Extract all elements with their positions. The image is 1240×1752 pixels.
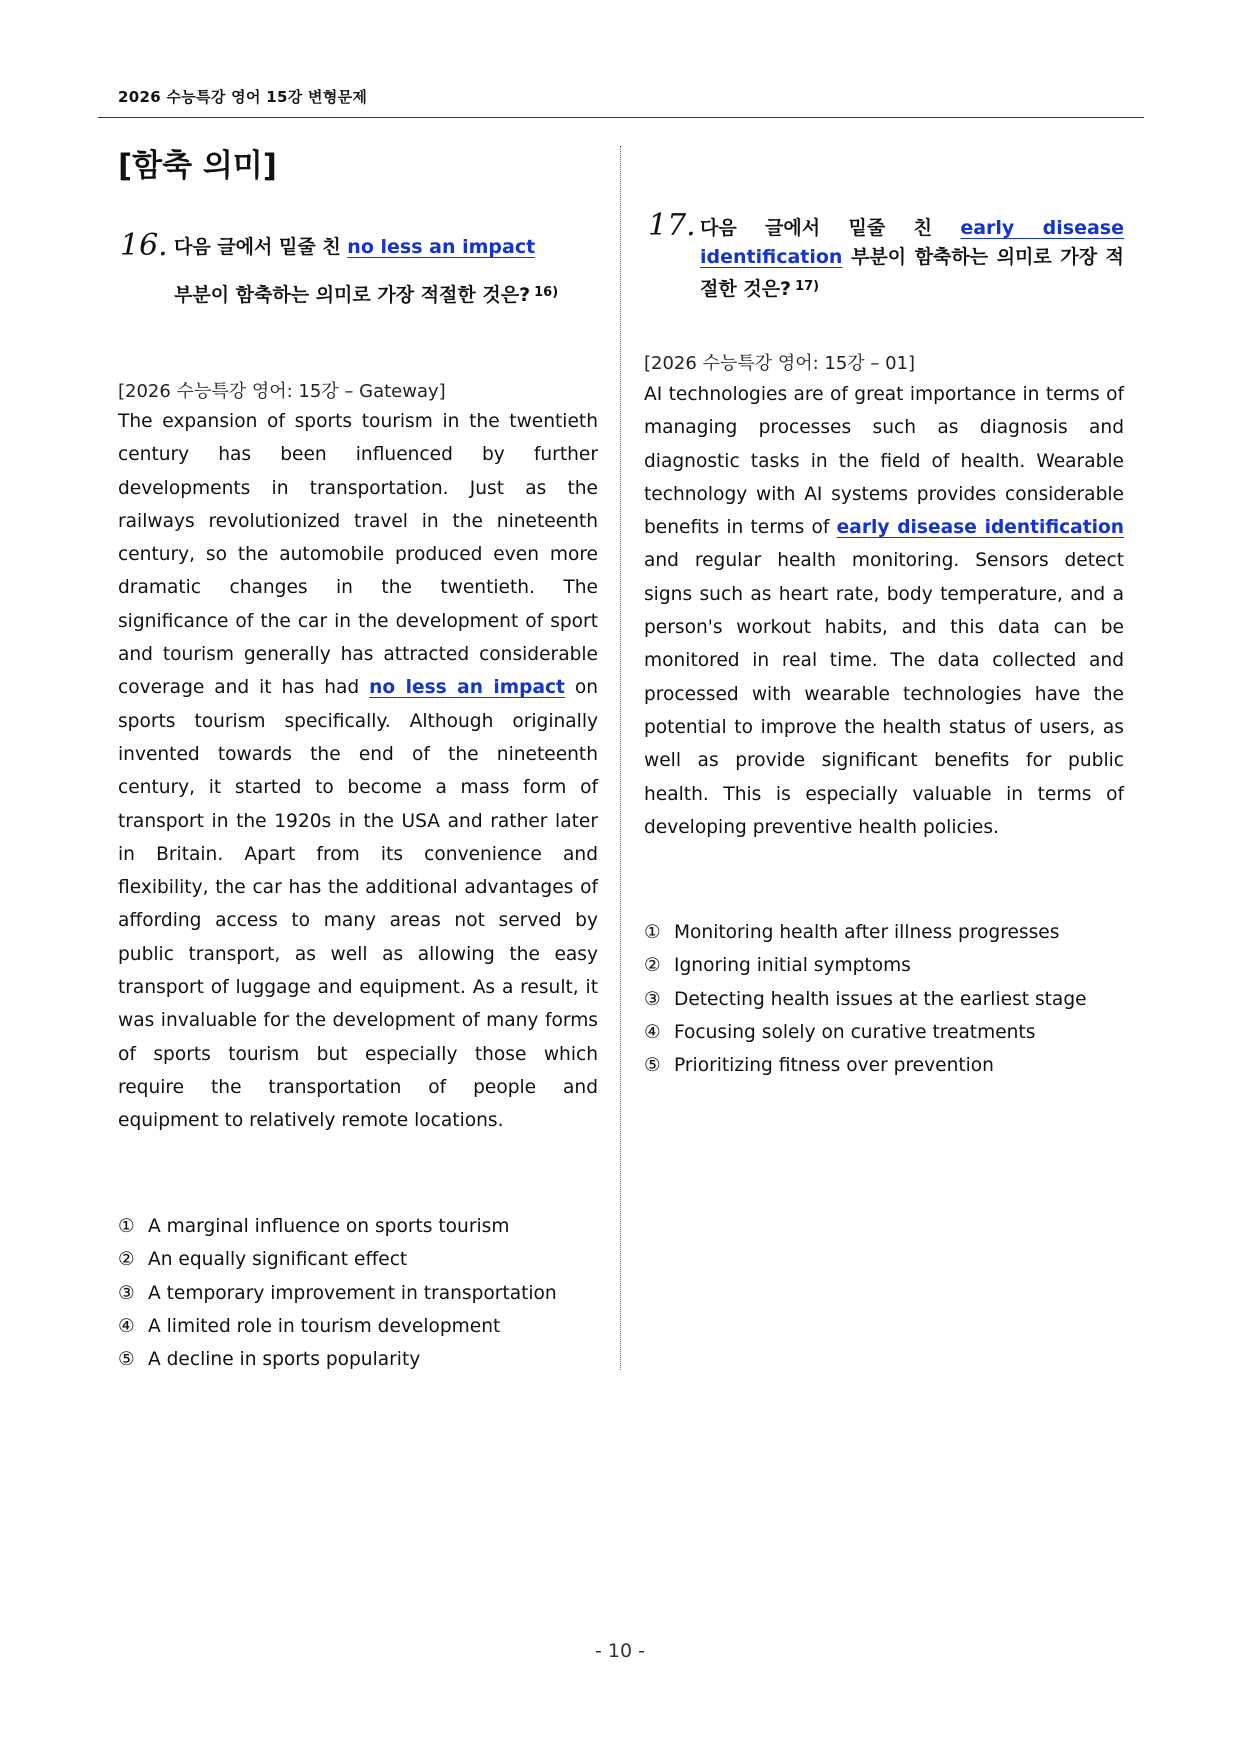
question-number: 17. — [648, 208, 696, 243]
answer-option[interactable] — [644, 1049, 1087, 1082]
passage-underlined-phrase: early disease identification — [836, 517, 1124, 539]
option-marker: ① — [644, 922, 661, 943]
option-text: A marginal influence on sports tourism — [148, 1216, 510, 1237]
option-text: Ignoring initial symptoms — [674, 955, 911, 977]
header-rule — [98, 117, 1144, 118]
passage-text: The expansion of sports tourism in the twentieth century has been influenced by further developments in transportation. Just as the railways revolutionized travel in the nineteenth century, so the automobile produced even more dramatic changes in the twentieth. The significance of the car in the development of sport and tourism generally has attracted considerable coverage and it has had — [118, 411, 598, 699]
option-marker: ⑤ — [118, 1349, 135, 1371]
answer-options — [644, 916, 1087, 1082]
option-marker: ② — [118, 1249, 135, 1271]
answer-options — [118, 1210, 557, 1376]
option-marker: ⑤ — [644, 1055, 661, 1077]
option-text: A decline in sports popularity — [148, 1349, 421, 1371]
prompt-underlined-phrase: no less an impact — [347, 236, 536, 258]
question-number: 16. — [120, 228, 168, 263]
answer-option[interactable] — [644, 1016, 1087, 1049]
passage — [118, 405, 598, 1138]
answer-option[interactable] — [644, 983, 1087, 1016]
section-title: [함축 의미] — [118, 148, 277, 184]
option-text: Focusing solely on curative treatments — [674, 1021, 1036, 1043]
answer-option[interactable] — [118, 1243, 557, 1276]
option-marker: ② — [644, 955, 661, 977]
footnote-marker: 17) — [795, 279, 820, 294]
question-prompt — [174, 233, 594, 262]
footnote-marker: 16) — [534, 285, 559, 300]
source-label: [2026 수능특강 영어: 15강 – 01] — [644, 353, 916, 374]
option-text: An equally significant effect — [148, 1249, 408, 1271]
answer-option[interactable] — [118, 1277, 557, 1310]
prompt-text: 다음 글에서 밑줄 친 — [700, 217, 961, 239]
answer-option[interactable] — [118, 1210, 557, 1243]
answer-option[interactable] — [644, 949, 1087, 982]
option-marker: ④ — [118, 1315, 135, 1337]
prompt-text: 부분이 함축하는 의미로 가장 적절한 것은? — [174, 284, 531, 306]
question-prompt — [700, 214, 1124, 304]
option-marker: ③ — [644, 988, 661, 1010]
passage-text: AI technologies are of great importance in terms of managing processes such as diagnosis and diagnostic tasks in the field of health. Wearable technology with AI systems provides considerable benefits in terms of — [644, 384, 1124, 539]
source-label: [2026 수능특강 영어: 15강 – Gateway] — [118, 381, 446, 402]
passage-underlined-phrase: no less an impact — [369, 677, 565, 699]
option-text: Detecting health issues at the earliest stage — [674, 988, 1087, 1010]
passage — [644, 378, 1124, 844]
answer-option[interactable] — [644, 916, 1087, 949]
page-number: - 10 - — [595, 1640, 645, 1662]
prompt-text: 다음 글에서 밑줄 친 — [174, 236, 348, 258]
option-text: A temporary improvement in transportation — [148, 1282, 557, 1304]
passage-text: on sports tourism specifically. Although originally invented towards the end of the nineteenth century, it started to become a mass form of transport in the 1920s in the USA and rather later in Britain. Apart from its convenience and flexibility, the car has the additional advantages of affording access to many areas not served by public transport, as well as allowing the easy transport of luggage and equipment. As a result, it was invaluable for the development of many forms of sports tourism but especially those which require the transportation of people and equipment to relatively remote locations. — [118, 677, 598, 1132]
option-marker: ④ — [644, 1021, 661, 1043]
prompt-text: 부분이 함축하는 의미로 가장 적절한 것은? — [700, 246, 1124, 300]
option-text: Monitoring health after illness progresses — [674, 922, 1060, 943]
option-text: Prioritizing fitness over prevention — [674, 1055, 994, 1077]
answer-option[interactable] — [118, 1343, 557, 1376]
option-marker: ① — [118, 1216, 135, 1237]
option-text: A limited role in tourism development — [148, 1315, 501, 1337]
question-prompt-line-2 — [174, 278, 604, 310]
answer-option[interactable] — [118, 1310, 557, 1343]
option-marker: ③ — [118, 1282, 135, 1304]
column-divider — [620, 146, 621, 1370]
passage-text: and regular health monitoring. Sensors detect signs such as heart rate, body temperature, and a person's workout habits, and this data can be monitored in real time. The data collected and processed with wearable technologies have the potential to improve the health status of users, as well as provide significant benefits for public health. This is especially valuable in terms of developing preventive health policies. — [644, 550, 1124, 838]
page-header-title: 2026 수능특강 영어 15강 변형문제 — [118, 88, 368, 106]
prompt-underlined-phrase: early disease identification — [700, 217, 1124, 268]
